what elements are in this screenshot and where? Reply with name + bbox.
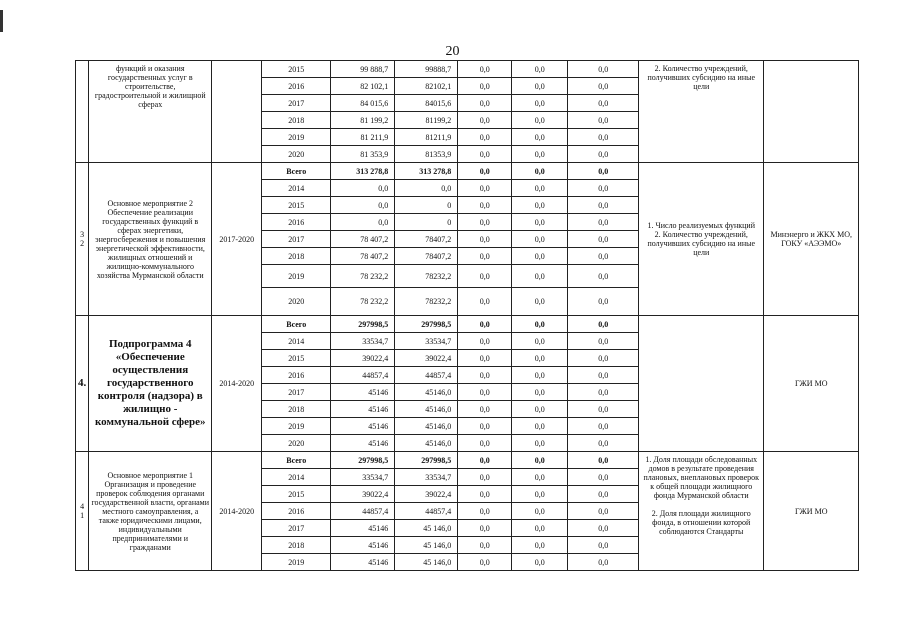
- local-budget-value: 0,0: [512, 78, 568, 95]
- measure-name: Основное мероприятие 1 Организация и проведение проверок соблюдения органами государственной власти, органами местного самоуправления, а также юридическими лицами, индивидуальными предпринимателями и гражданами: [89, 452, 212, 571]
- total-value: 33534,7: [331, 469, 395, 486]
- total-value: 81 353,9: [331, 146, 395, 163]
- other-source-value: 0,0: [568, 435, 639, 452]
- total-value: 297998,5: [331, 316, 395, 333]
- regional-budget-value: 0,0: [395, 180, 458, 197]
- federal-budget-value: 0,0: [458, 265, 512, 288]
- total-value: 78 232,2: [331, 265, 395, 288]
- other-source-value: 0,0: [568, 452, 639, 469]
- local-budget-value: 0,0: [512, 316, 568, 333]
- federal-budget-value: 0,0: [458, 486, 512, 503]
- regional-budget-value: 39022,4: [395, 350, 458, 367]
- local-budget-value: 0,0: [512, 401, 568, 418]
- year-cell: 2019: [262, 554, 331, 571]
- period: [212, 61, 262, 163]
- year-cell: 2018: [262, 401, 331, 418]
- federal-budget-value: 0,0: [458, 418, 512, 435]
- total-value: 82 102,1: [331, 78, 395, 95]
- total-value: 44857,4: [331, 503, 395, 520]
- total-value: 78 232,2: [331, 288, 395, 316]
- total-value: 78 407,2: [331, 231, 395, 248]
- total-value: 99 888,7: [331, 61, 395, 78]
- year-cell: 2020: [262, 288, 331, 316]
- year-cell: 2016: [262, 503, 331, 520]
- regional-budget-value: 45 146,0: [395, 554, 458, 571]
- year-cell: 2018: [262, 112, 331, 129]
- year-cell: 2018: [262, 537, 331, 554]
- page-edge-mark: [0, 10, 3, 32]
- total-value: 45146: [331, 435, 395, 452]
- regional-budget-value: 45146,0: [395, 418, 458, 435]
- other-source-value: 0,0: [568, 520, 639, 537]
- year-cell: 2016: [262, 214, 331, 231]
- other-source-value: 0,0: [568, 333, 639, 350]
- year-cell: 2017: [262, 384, 331, 401]
- executor: [764, 61, 859, 163]
- year-cell: 2016: [262, 78, 331, 95]
- other-source-value: 0,0: [568, 486, 639, 503]
- other-source-value: 0,0: [568, 163, 639, 180]
- other-source-value: 0,0: [568, 231, 639, 248]
- regional-budget-value: 99888,7: [395, 61, 458, 78]
- regional-budget-value: 0: [395, 197, 458, 214]
- regional-budget-value: 45146,0: [395, 435, 458, 452]
- other-source-value: 0,0: [568, 537, 639, 554]
- federal-budget-value: 0,0: [458, 435, 512, 452]
- federal-budget-value: 0,0: [458, 95, 512, 112]
- year-cell: 2020: [262, 146, 331, 163]
- year-cell: 2015: [262, 61, 331, 78]
- federal-budget-value: 0,0: [458, 112, 512, 129]
- table-row: [76, 316, 859, 333]
- local-budget-value: 0,0: [512, 418, 568, 435]
- regional-budget-value: 33534,7: [395, 469, 458, 486]
- other-source-value: 0,0: [568, 384, 639, 401]
- measure-name: Основное мероприятие 2 Обеспечение реализации государственных функций в сферах энергетики, энергосбережения и повышения энергетической эффективности, жилищных отношений и жилищно-коммунального хозяйства Мурманской области: [89, 163, 212, 316]
- federal-budget-value: 0,0: [458, 231, 512, 248]
- indicator: 2. Количество учреждений, получивших субсидию на иные цели: [639, 61, 764, 163]
- total-value: 81 199,2: [331, 112, 395, 129]
- regional-budget-value: 0: [395, 214, 458, 231]
- regional-budget-value: 81199,2: [395, 112, 458, 129]
- total-value: 0,0: [331, 197, 395, 214]
- regional-budget-value: 45146,0: [395, 401, 458, 418]
- other-source-value: 0,0: [568, 316, 639, 333]
- local-budget-value: 0,0: [512, 180, 568, 197]
- program-table-body: [76, 61, 859, 571]
- local-budget-value: 0,0: [512, 554, 568, 571]
- federal-budget-value: 0,0: [458, 554, 512, 571]
- year-cell: 2019: [262, 129, 331, 146]
- local-budget-value: 0,0: [512, 146, 568, 163]
- federal-budget-value: 0,0: [458, 61, 512, 78]
- total-value: 84 015,6: [331, 95, 395, 112]
- total-value: 0,0: [331, 214, 395, 231]
- local-budget-value: 0,0: [512, 503, 568, 520]
- local-budget-value: 0,0: [512, 129, 568, 146]
- local-budget-value: 0,0: [512, 95, 568, 112]
- other-source-value: 0,0: [568, 265, 639, 288]
- total-value: 0,0: [331, 180, 395, 197]
- local-budget-value: 0,0: [512, 367, 568, 384]
- other-source-value: 0,0: [568, 180, 639, 197]
- year-cell: 2016: [262, 367, 331, 384]
- total-value: 39022,4: [331, 486, 395, 503]
- federal-budget-value: 0,0: [458, 333, 512, 350]
- other-source-value: 0,0: [568, 503, 639, 520]
- regional-budget-value: 33534,7: [395, 333, 458, 350]
- measure-name: функций и оказания государственных услуг в строительстве, градостроительной и жилищной сферах: [89, 61, 212, 163]
- regional-budget-value: 45146,0: [395, 384, 458, 401]
- local-budget-value: 0,0: [512, 163, 568, 180]
- total-value: 45146: [331, 537, 395, 554]
- federal-budget-value: 0,0: [458, 469, 512, 486]
- federal-budget-value: 0,0: [458, 78, 512, 95]
- row-number: [76, 61, 89, 163]
- local-budget-value: 0,0: [512, 214, 568, 231]
- local-budget-value: 0,0: [512, 486, 568, 503]
- total-value: 78 407,2: [331, 248, 395, 265]
- year-cell: 2015: [262, 197, 331, 214]
- table-row: [76, 61, 859, 78]
- total-value: 45146: [331, 401, 395, 418]
- total-value: 33534,7: [331, 333, 395, 350]
- year-cell: Всего: [262, 452, 331, 469]
- local-budget-value: 0,0: [512, 384, 568, 401]
- local-budget-value: 0,0: [512, 452, 568, 469]
- regional-budget-value: 81211,9: [395, 129, 458, 146]
- federal-budget-value: 0,0: [458, 537, 512, 554]
- year-cell: 2014: [262, 180, 331, 197]
- regional-budget-value: 78232,2: [395, 288, 458, 316]
- executor: Минэнерго и ЖКХ МО, ГОКУ «АЭЭМО»: [764, 163, 859, 316]
- regional-budget-value: 39022,4: [395, 486, 458, 503]
- executor: ГЖИ МО: [764, 316, 859, 452]
- federal-budget-value: 0,0: [458, 520, 512, 537]
- table-row: [76, 452, 859, 469]
- regional-budget-value: 297998,5: [395, 452, 458, 469]
- other-source-value: 0,0: [568, 554, 639, 571]
- federal-budget-value: 0,0: [458, 316, 512, 333]
- row-number: 4.: [76, 316, 89, 452]
- year-cell: 2018: [262, 248, 331, 265]
- other-source-value: 0,0: [568, 146, 639, 163]
- measure-name: Подпрограмма 4 «Обеспечение осуществления государственного контроля (надзора) в жилищно - коммунальной сфере»: [89, 316, 212, 452]
- year-cell: 2019: [262, 418, 331, 435]
- period: 2014-2020: [212, 316, 262, 452]
- local-budget-value: 0,0: [512, 197, 568, 214]
- regional-budget-value: 297998,5: [395, 316, 458, 333]
- federal-budget-value: 0,0: [458, 146, 512, 163]
- year-cell: 2017: [262, 95, 331, 112]
- regional-budget-value: 45 146,0: [395, 520, 458, 537]
- other-source-value: 0,0: [568, 367, 639, 384]
- total-value: 313 278,8: [331, 163, 395, 180]
- local-budget-value: 0,0: [512, 248, 568, 265]
- total-value: 297998,5: [331, 452, 395, 469]
- total-value: 81 211,9: [331, 129, 395, 146]
- other-source-value: 0,0: [568, 78, 639, 95]
- other-source-value: 0,0: [568, 112, 639, 129]
- federal-budget-value: 0,0: [458, 197, 512, 214]
- period: 2014-2020: [212, 452, 262, 571]
- regional-budget-value: 81353,9: [395, 146, 458, 163]
- other-source-value: 0,0: [568, 401, 639, 418]
- other-source-value: 0,0: [568, 129, 639, 146]
- federal-budget-value: 0,0: [458, 401, 512, 418]
- local-budget-value: 0,0: [512, 112, 568, 129]
- local-budget-value: 0,0: [512, 333, 568, 350]
- other-source-value: 0,0: [568, 350, 639, 367]
- year-cell: 2017: [262, 520, 331, 537]
- other-source-value: 0,0: [568, 197, 639, 214]
- year-cell: Всего: [262, 163, 331, 180]
- local-budget-value: 0,0: [512, 288, 568, 316]
- other-source-value: 0,0: [568, 214, 639, 231]
- regional-budget-value: 78407,2: [395, 231, 458, 248]
- local-budget-value: 0,0: [512, 61, 568, 78]
- year-cell: 2015: [262, 350, 331, 367]
- federal-budget-value: 0,0: [458, 163, 512, 180]
- other-source-value: 0,0: [568, 95, 639, 112]
- federal-budget-value: 0,0: [458, 384, 512, 401]
- indicator: 1. Число реализуемых функций 2. Количество учреждений, получивших субсидию на иные цели: [639, 163, 764, 316]
- page-number: 20: [445, 44, 460, 59]
- federal-budget-value: 0,0: [458, 452, 512, 469]
- other-source-value: 0,0: [568, 418, 639, 435]
- year-cell: 2014: [262, 333, 331, 350]
- year-cell: 2017: [262, 231, 331, 248]
- other-source-value: 0,0: [568, 248, 639, 265]
- regional-budget-value: 45 146,0: [395, 537, 458, 554]
- local-budget-value: 0,0: [512, 469, 568, 486]
- year-cell: 2020: [262, 435, 331, 452]
- row-number: 4 1: [76, 452, 89, 571]
- other-source-value: 0,0: [568, 61, 639, 78]
- regional-budget-value: 78407,2: [395, 248, 458, 265]
- total-value: 45146: [331, 554, 395, 571]
- row-number: 3 2: [76, 163, 89, 316]
- local-budget-value: 0,0: [512, 265, 568, 288]
- year-cell: Всего: [262, 316, 331, 333]
- indicator: 1. Доля площади обследованных домов в результате проведения плановых, внеплановых проверок к общей площади жилищного фонда Мурманской области 2. Доля площади жилищного фонда, в отношении которой соблюдаются Стандарты: [639, 452, 764, 571]
- regional-budget-value: 313 278,8: [395, 163, 458, 180]
- federal-budget-value: 0,0: [458, 129, 512, 146]
- regional-budget-value: 44857,4: [395, 367, 458, 384]
- year-cell: 2019: [262, 265, 331, 288]
- local-budget-value: 0,0: [512, 537, 568, 554]
- federal-budget-value: 0,0: [458, 180, 512, 197]
- local-budget-value: 0,0: [512, 350, 568, 367]
- other-source-value: 0,0: [568, 288, 639, 316]
- executor: ГЖИ МО: [764, 452, 859, 571]
- federal-budget-value: 0,0: [458, 214, 512, 231]
- regional-budget-value: 44857,4: [395, 503, 458, 520]
- year-cell: 2015: [262, 486, 331, 503]
- table-row: [76, 163, 859, 180]
- period: 2017-2020: [212, 163, 262, 316]
- federal-budget-value: 0,0: [458, 288, 512, 316]
- regional-budget-value: 78232,2: [395, 265, 458, 288]
- program-table: [75, 60, 859, 571]
- total-value: 45146: [331, 520, 395, 537]
- regional-budget-value: 84015,6: [395, 95, 458, 112]
- total-value: 44857,4: [331, 367, 395, 384]
- local-budget-value: 0,0: [512, 520, 568, 537]
- local-budget-value: 0,0: [512, 435, 568, 452]
- federal-budget-value: 0,0: [458, 248, 512, 265]
- local-budget-value: 0,0: [512, 231, 568, 248]
- regional-budget-value: 82102,1: [395, 78, 458, 95]
- federal-budget-value: 0,0: [458, 367, 512, 384]
- total-value: 45146: [331, 418, 395, 435]
- indicator: [639, 316, 764, 452]
- federal-budget-value: 0,0: [458, 350, 512, 367]
- year-cell: 2014: [262, 469, 331, 486]
- total-value: 39022,4: [331, 350, 395, 367]
- total-value: 45146: [331, 384, 395, 401]
- federal-budget-value: 0,0: [458, 503, 512, 520]
- other-source-value: 0,0: [568, 469, 639, 486]
